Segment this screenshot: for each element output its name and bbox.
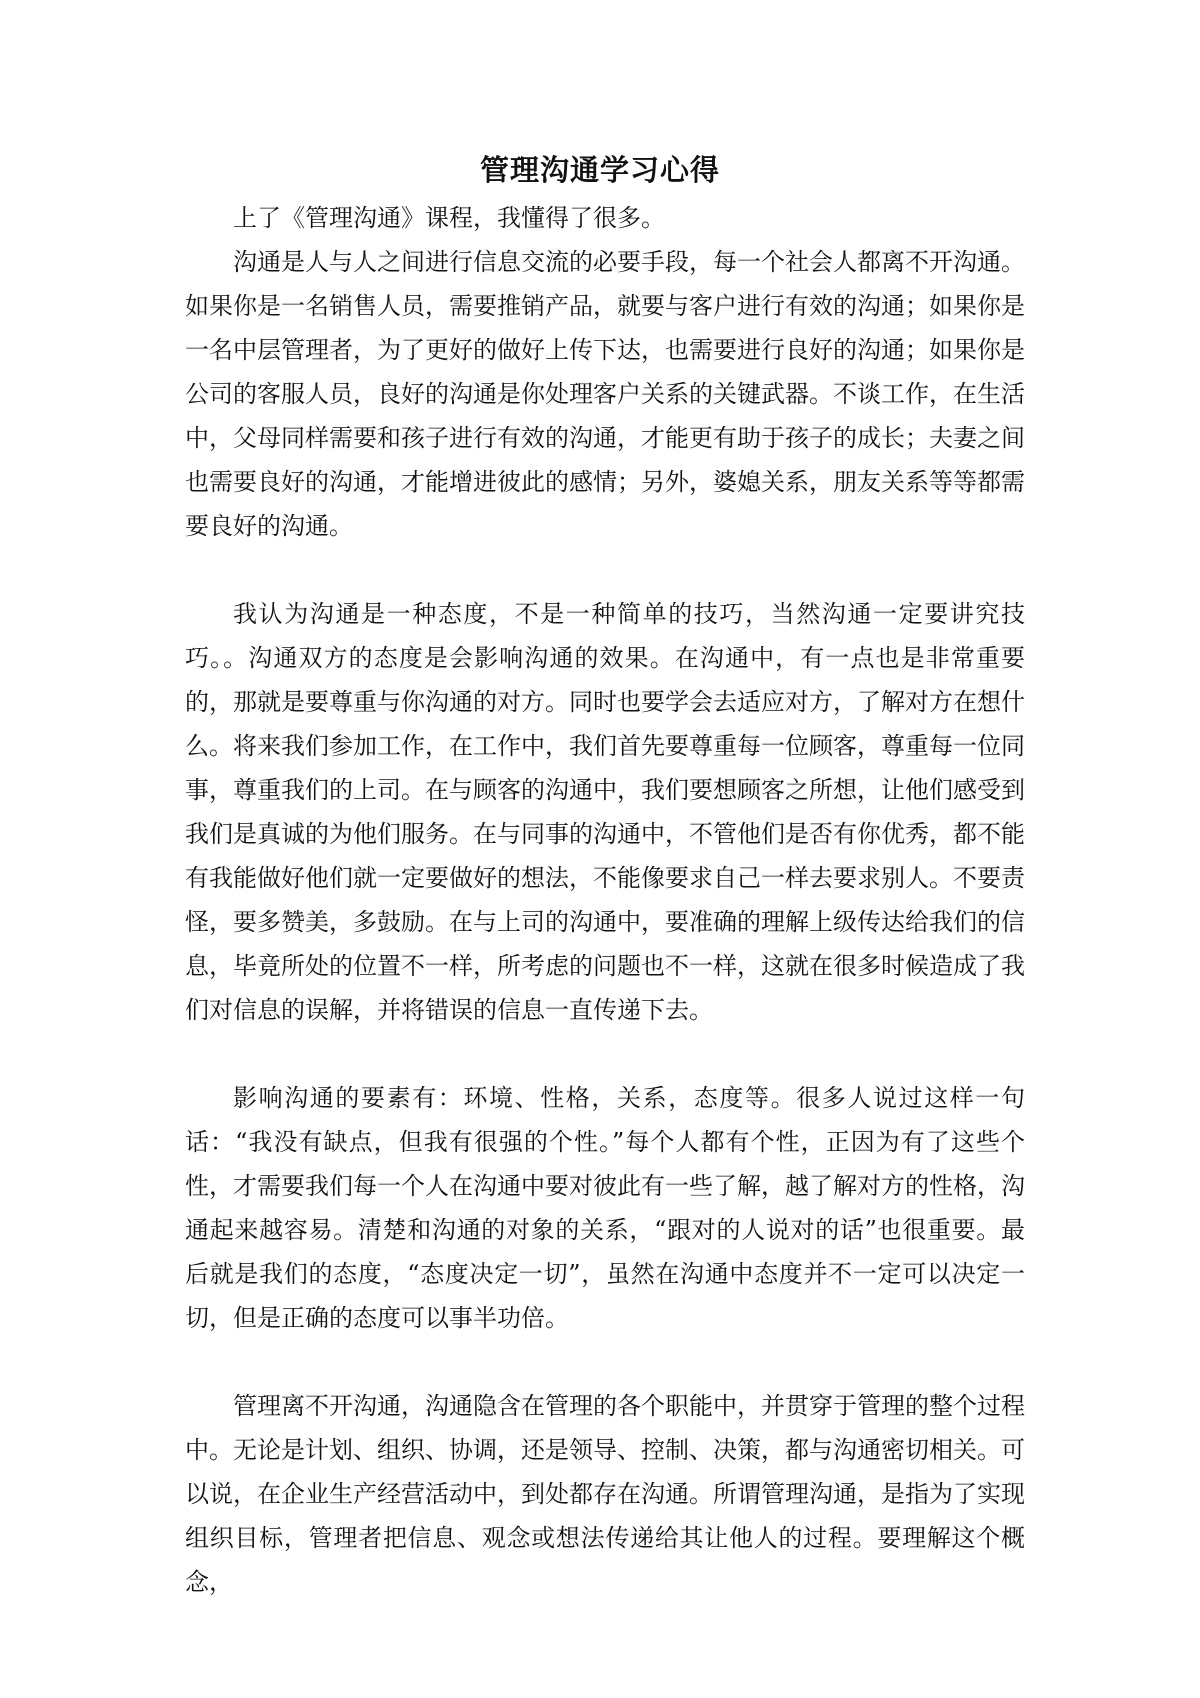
document-body <box>185 196 1025 1604</box>
paragraph-communication-factors: 影响沟通的要素有：环境、性格，关系，态度等。很多人说过这样一句话：“我没有缺点，但我有很强的个性。”每个人都有个性，正因为有了这些个性，才需要我们每一个人在沟通中要对彼此有一些了解，越了解对方的性格，沟通起来越容易。清楚和沟通的对象的关系，“跟对的人说对的话”也很重要。最后就是我们的态度，“态度决定一切”，虽然在沟通中态度并不一定可以决定一切，但是正确的态度可以事半功倍。 <box>185 1084 1025 1332</box>
document-title: 管理沟通学习心得 <box>479 153 720 187</box>
paragraph-communication-attitude: 我认为沟通是一种态度，不是一种简单的技巧，当然沟通一定要讲究技巧。。沟通双方的态度是会影响沟通的效果。在沟通中，有一点也是非常重要的，那就是要尊重与你沟通的对方。同时也要学会去适应对方，了解对方在想什么。将来我们参加工作，在工作中，我们首先要尊重每一位顾客，尊重每一位同事，尊重我们的上司。在与顾客的沟通中，我们要想顾客之所想，让他们感受到我们是真诚的为他们服务。在与同事的沟通中，不管他们是否有你优秀，都不能有我能做好他们就一定要做好的想法，不能像要求自己一样去要求别人。不要责怪，要多赞美，多鼓励。在与上司的沟通中，要准确的理解上级传达给我们的信息，毕竟所处的位置不一样，所考虑的问题也不一样，这就在很多时候造成了我们对信息的误解，并将错误的信息一直传递下去。 <box>185 600 1025 1024</box>
paragraph-intro: 上了《管理沟通》课程，我懂得了很多。 <box>233 204 665 232</box>
paragraph-communication-necessity: 沟通是人与人之间进行信息交流的必要手段，每一个社会人都离不开沟通。如果你是一名销售人员，需要推销产品，就要与客户进行有效的沟通；如果你是一名中层管理者，为了更好的做好上传下达，也需要进行良好的沟通；如果你是公司的客服人员，良好的沟通是你处理客户关系的关键武器。不谈工作，在生活中，父母同样需要和孩子进行有效的沟通，才能更有助于孩子的成长；夫妻之间也需要良好的沟通，才能增进彼此的感情；另外，婆媳关系，朋友关系等等都需要良好的沟通。 <box>185 248 1025 540</box>
paragraph-management-communication: 管理离不开沟通，沟通隐含在管理的各个职能中，并贯穿于管理的整个过程中。无论是计划、组织、协调，还是领导、控制、决策，都与沟通密切相关。可以说，在企业生产经营活动中，到处都存在沟通。所谓管理沟通，是指为了实现组织目标，管理者把信息、观念或想法传递给其让他人的过程。要理解这个概念， <box>185 1392 1025 1596</box>
